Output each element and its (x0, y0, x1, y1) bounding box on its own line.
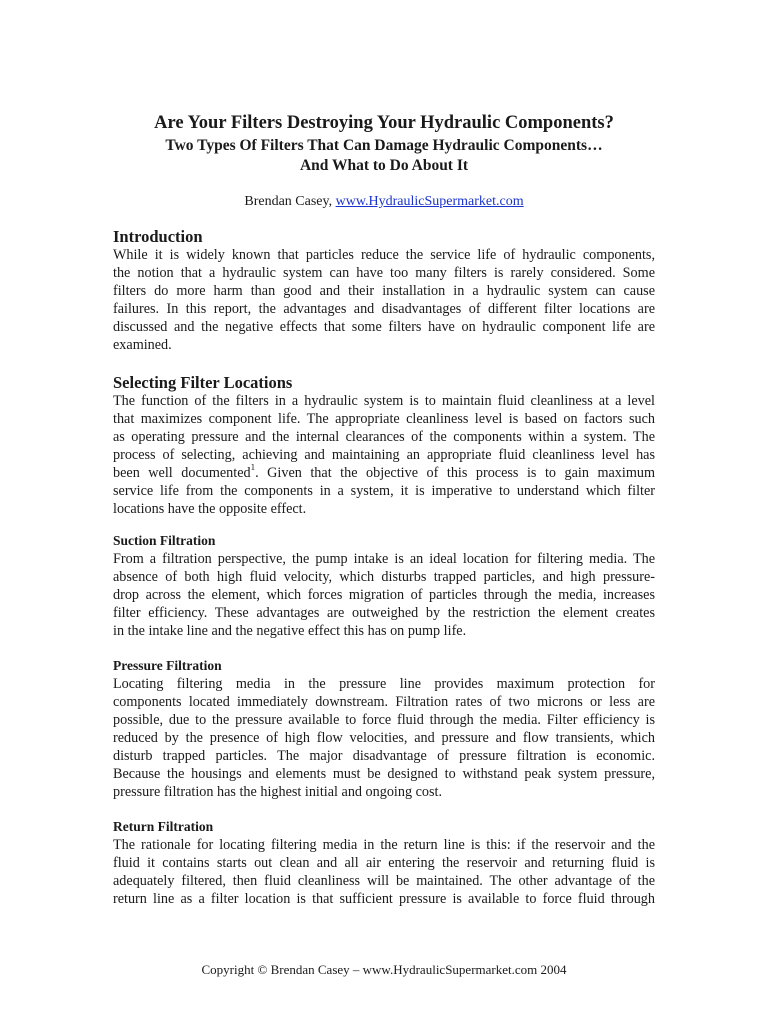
text-line: the notion that a hydraulic system can have too many filters is rarely considered. Some (113, 265, 655, 281)
text-line: service life from the components in a system, it is imperative to understand which filter (113, 483, 655, 499)
text-line: as operating pressure and the internal clearances of the components within a system. The (113, 429, 655, 445)
text-line: pressure filtration has the highest initial and ongoing cost. (113, 784, 443, 800)
paragraph-pressure-filtration (113, 675, 655, 801)
text-line: drop across the element, which forces migration of particles through the media, increases (113, 587, 655, 603)
text-line: examined. (113, 337, 172, 353)
text-line: in the intake line and the negative effect this has on pump life. (113, 623, 467, 639)
text-line: process of selecting, achieving and maintaining an appropriate fluid cleanliness level has (113, 447, 655, 463)
heading-introduction: Introduction (113, 227, 203, 246)
text-segment: . Given that the objective of this process is to gain maximum (255, 465, 655, 481)
text-line: possible, due to the pressure available to force fluid through the media. Filter efficiency is (113, 712, 655, 728)
paragraph-return-filtration (113, 836, 655, 908)
heading-suction-filtration: Suction Filtration (113, 533, 216, 548)
paragraph-introduction (113, 246, 655, 354)
text-line: From a filtration perspective, the pump intake is an ideal location for filtering media. The (113, 551, 655, 567)
text-line: disturb trapped particles. The major disadvantage of pressure filtration is economic. (113, 748, 655, 764)
byline (0, 193, 768, 211)
text-line: Locating filtering media in the pressure line provides maximum protection for (113, 676, 655, 692)
text-line: absence of both high fluid velocity, which disturbs trapped particles, and high pressure- (113, 569, 655, 585)
heading-return-filtration: Return Filtration (113, 819, 214, 834)
text-line-with-footnote (113, 464, 655, 482)
text-line: adequately filtered, then fluid cleanliness will be maintained. The other advantage of the (113, 873, 655, 889)
text-line: locations have the opposite effect. (113, 501, 307, 517)
text-line: components located immediately downstream. Filtration rates of two microns or less are (113, 694, 655, 710)
paragraph-selecting-filter-locations (113, 392, 655, 518)
text-line: that maximizes component life. The appropriate cleanliness level is based on factors such (113, 411, 655, 427)
text-line: discussed and the negative effects that some filters have on hydraulic component life are (113, 319, 655, 335)
text-line: filter efficiency. These advantages are outweighed by the restriction the element creates (113, 605, 655, 621)
text-line: reduced by the presence of high flow velocities, and pressure and flow transients, which (113, 730, 655, 746)
document-subtitle-line2: And What to Do About It (299, 157, 469, 174)
footnote-reference: 1 (250, 464, 256, 473)
heading-pressure-filtration: Pressure Filtration (113, 658, 222, 673)
text-line: While it is widely known that particles reduce the service life of hydraulic components, (113, 247, 655, 263)
text-line: The rationale for locating filtering media in the return line is this: if the reservoir and the (113, 837, 655, 853)
text-line: Because the housings and elements must be designed to withstand peak system pressure, (113, 766, 655, 782)
text-segment: been well documented (113, 465, 251, 481)
document-title: Are Your Filters Destroying Your Hydraulic Components? (154, 113, 614, 133)
text-line: filters do more harm than good and their installation in a hydraulic system can cause (113, 283, 655, 299)
paragraph-suction-filtration (113, 550, 655, 640)
author-website-link[interactable]: www.HydraulicSupermarket.com (335, 194, 524, 209)
text-line: failures. In this report, the advantages and disadvantages of different filter locations are (113, 301, 655, 317)
text-line: The function of the filters in a hydraulic system is to maintain fluid cleanliness at a level (113, 393, 655, 409)
text-line: fluid it contains starts out clean and all air entering the reservoir and returning fluid is (113, 855, 655, 871)
author-name: Brendan Casey, (244, 194, 333, 209)
page-footer-copyright: Copyright © Brendan Casey – www.HydraulicSupermarket.com 2004 (201, 962, 567, 977)
text-line: return line as a filter location is that sufficient pressure is available to force fluid through (113, 891, 655, 907)
heading-selecting-filter-locations: Selecting Filter Locations (113, 373, 293, 392)
document-subtitle-line1: Two Types Of Filters That Can Damage Hydraulic Components… (165, 137, 603, 154)
